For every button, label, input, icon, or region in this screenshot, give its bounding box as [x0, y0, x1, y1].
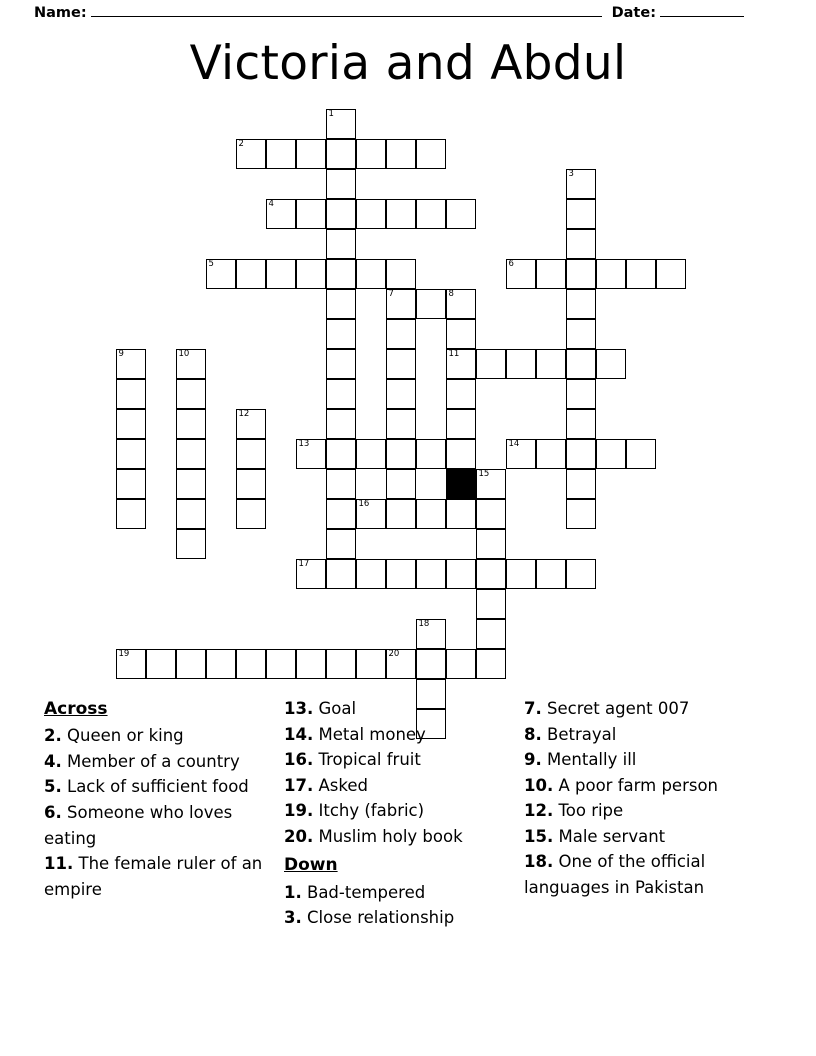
grid-cell[interactable]: [356, 499, 386, 529]
grid-cell[interactable]: [236, 409, 266, 439]
clue-item: [524, 773, 764, 799]
clue-item: [44, 723, 284, 749]
grid-cell[interactable]: [416, 499, 446, 529]
grid-cell[interactable]: [566, 199, 596, 229]
grid-cell[interactable]: [116, 649, 146, 679]
grid-cell[interactable]: [476, 589, 506, 619]
clue-number: 16.: [284, 750, 314, 770]
grid-cell[interactable]: [566, 289, 596, 319]
clue-text: Muslim holy book: [318, 826, 463, 846]
grid-cell[interactable]: [446, 559, 476, 589]
grid-cell[interactable]: [476, 499, 506, 529]
grid-cell[interactable]: [446, 439, 476, 469]
grid-cell-number: 17: [298, 559, 310, 569]
grid-cell[interactable]: [536, 349, 566, 379]
grid-cell[interactable]: [326, 259, 356, 289]
clue-text: Member of a country: [67, 751, 240, 771]
grid-cell[interactable]: [206, 649, 236, 679]
grid-cell[interactable]: [266, 259, 296, 289]
clue-list-3: [284, 880, 524, 931]
grid-cell[interactable]: [326, 439, 356, 469]
clue-item: [44, 774, 284, 800]
grid-cell-number: 6: [508, 259, 514, 269]
grid-cell[interactable]: [176, 469, 206, 499]
grid-cell[interactable]: [236, 499, 266, 529]
grid-cell[interactable]: [416, 559, 446, 589]
grid-cell[interactable]: [536, 559, 566, 589]
grid-cell[interactable]: [416, 619, 446, 649]
clue-text: A poor farm person: [558, 775, 718, 795]
grid-cell[interactable]: [116, 349, 146, 379]
grid-cell[interactable]: [386, 559, 416, 589]
clue-item: [284, 798, 524, 824]
clue-text: Bad-tempered: [307, 882, 426, 902]
grid-cell[interactable]: [326, 409, 356, 439]
grid-cell-blocked: [446, 469, 476, 499]
clue-item: [284, 696, 524, 722]
grid-cell[interactable]: [176, 529, 206, 559]
grid-cell[interactable]: [566, 349, 596, 379]
grid-cell[interactable]: [386, 649, 416, 679]
grid-cell[interactable]: [176, 649, 206, 679]
grid-cell[interactable]: [206, 259, 236, 289]
clue-number: 5.: [44, 777, 62, 797]
grid-cell[interactable]: [386, 139, 416, 169]
grid-cell[interactable]: [386, 409, 416, 439]
clue-number: 10.: [524, 775, 554, 795]
grid-cell[interactable]: [356, 649, 386, 679]
clue-text: Someone who loves eating: [44, 803, 233, 848]
clue-list-1: [44, 723, 284, 902]
grid-cell[interactable]: [146, 649, 176, 679]
clue-number: 4.: [44, 751, 62, 771]
grid-cell[interactable]: [116, 409, 146, 439]
grid-cell[interactable]: [326, 379, 356, 409]
grid-cell[interactable]: [416, 199, 446, 229]
clue-text: Lack of sufficient food: [67, 777, 249, 797]
grid-cell[interactable]: [236, 259, 266, 289]
clue-number: 17.: [284, 775, 314, 795]
clue-item: [524, 747, 764, 773]
grid-cell-number: 12: [238, 409, 250, 419]
grid-cell[interactable]: [506, 259, 536, 289]
grid-cell[interactable]: [296, 139, 326, 169]
clue-text: Betrayal: [547, 724, 617, 744]
grid-cell[interactable]: [296, 439, 326, 469]
grid-cell-number: 15: [478, 469, 490, 479]
grid-cell[interactable]: [446, 289, 476, 319]
grid-cell-number: 18: [418, 619, 430, 629]
clue-text: Asked: [318, 775, 368, 795]
grid-cell[interactable]: [416, 139, 446, 169]
grid-cell[interactable]: [416, 289, 446, 319]
clue-number: 14.: [284, 724, 314, 744]
grid-cell[interactable]: [326, 229, 356, 259]
grid-cell[interactable]: [416, 439, 446, 469]
grid-cell-number: 20: [388, 649, 400, 659]
grid-cell[interactable]: [176, 409, 206, 439]
date-blank-line[interactable]: [660, 4, 744, 17]
crossword-grid[interactable]: [0, 104, 816, 704]
grid-cell-number: 10: [178, 349, 190, 359]
grid-cell[interactable]: [326, 529, 356, 559]
grid-cell[interactable]: [506, 439, 536, 469]
clues-section: [44, 696, 774, 931]
grid-cell[interactable]: [116, 469, 146, 499]
clue-text: Queen or king: [67, 726, 184, 746]
page-title: Victoria and Abdul: [189, 36, 627, 91]
clue-item: [524, 722, 764, 748]
clue-number: 9.: [524, 750, 542, 770]
clue-number: 19.: [284, 801, 314, 821]
grid-cell[interactable]: [266, 649, 296, 679]
grid-cell[interactable]: [386, 199, 416, 229]
date-label: Date:: [611, 5, 656, 21]
grid-cell[interactable]: [566, 169, 596, 199]
clue-number: 3.: [284, 908, 302, 928]
grid-cell[interactable]: [506, 559, 536, 589]
grid-cell[interactable]: [326, 649, 356, 679]
grid-cell[interactable]: [536, 439, 566, 469]
grid-cell[interactable]: [596, 259, 626, 289]
clue-item: [284, 747, 524, 773]
grid-cell[interactable]: [566, 499, 596, 529]
grid-cell[interactable]: [296, 199, 326, 229]
grid-cell[interactable]: [116, 439, 146, 469]
clue-list-4: [524, 696, 764, 901]
grid-cell-number: 4: [268, 199, 274, 209]
grid-cell-number: 16: [358, 499, 370, 509]
grid-cell[interactable]: [236, 439, 266, 469]
grid-cell[interactable]: [176, 349, 206, 379]
clue-item: [44, 749, 284, 775]
clue-number: 7.: [524, 699, 542, 718]
grid-cell[interactable]: [446, 499, 476, 529]
grid-cell[interactable]: [326, 109, 356, 139]
grid-cell[interactable]: [386, 289, 416, 319]
grid-cell-number: 11: [448, 349, 460, 359]
grid-cell[interactable]: [386, 259, 416, 289]
clue-item: [44, 851, 284, 902]
clue-item: [524, 849, 764, 900]
grid-cell[interactable]: [566, 559, 596, 589]
grid-cell[interactable]: [446, 349, 476, 379]
clue-text: Male servant: [558, 826, 666, 846]
name-date-row: [34, 4, 744, 21]
clue-item: [524, 696, 764, 722]
grid-cell[interactable]: [326, 559, 356, 589]
clue-text: Mentally ill: [547, 750, 637, 770]
grid-cell[interactable]: [296, 559, 326, 589]
clue-text: Too ripe: [558, 801, 624, 821]
name-label: Name:: [34, 5, 87, 21]
clues-column-3: [524, 696, 764, 931]
grid-cell[interactable]: [566, 379, 596, 409]
clue-item: [284, 880, 524, 906]
grid-cell[interactable]: [236, 139, 266, 169]
clue-number: 6.: [44, 803, 62, 823]
grid-cell[interactable]: [356, 439, 386, 469]
grid-cell[interactable]: [386, 499, 416, 529]
clue-number: 13.: [284, 699, 314, 718]
grid-cell[interactable]: [476, 529, 506, 559]
grid-cell[interactable]: [356, 199, 386, 229]
grid-cell[interactable]: [386, 319, 416, 349]
clue-number: 1.: [284, 882, 302, 902]
grid-cell[interactable]: [476, 649, 506, 679]
clue-list-2: [284, 696, 524, 849]
grid-cell[interactable]: [446, 199, 476, 229]
grid-cell[interactable]: [506, 349, 536, 379]
clue-text: Close relationship: [307, 908, 455, 928]
clue-number: 2.: [44, 726, 62, 746]
grid-cell[interactable]: [596, 349, 626, 379]
grid-cell[interactable]: [176, 499, 206, 529]
grid-cell-number: 5: [208, 259, 214, 269]
grid-cell[interactable]: [386, 349, 416, 379]
grid-cell[interactable]: [446, 649, 476, 679]
grid-cell[interactable]: [326, 289, 356, 319]
clue-number: 18.: [524, 852, 554, 872]
grid-cell[interactable]: [326, 319, 356, 349]
clue-text: Tropical fruit: [318, 750, 421, 770]
clue-number: 11.: [44, 854, 74, 874]
clue-number: 12.: [524, 801, 554, 821]
grid-cell[interactable]: [236, 469, 266, 499]
clue-item: [44, 800, 284, 851]
clue-number: 20.: [284, 826, 314, 846]
grid-cell[interactable]: [326, 469, 356, 499]
grid-cell[interactable]: [626, 259, 656, 289]
clue-text: Metal money: [318, 724, 426, 744]
grid-cell[interactable]: [386, 439, 416, 469]
clue-item: [284, 905, 524, 931]
grid-cell[interactable]: [296, 649, 326, 679]
grid-cell[interactable]: [116, 499, 146, 529]
across-heading: Across: [44, 699, 108, 719]
grid-cell[interactable]: [536, 259, 566, 289]
grid-cell[interactable]: [416, 649, 446, 679]
grid-cell[interactable]: [626, 439, 656, 469]
clue-item: [524, 824, 764, 850]
clue-number: 8.: [524, 724, 542, 744]
clue-item: [284, 722, 524, 748]
grid-cell-number: 2: [238, 139, 244, 149]
grid-cell[interactable]: [446, 409, 476, 439]
clue-text: Itchy (fabric): [318, 801, 425, 821]
clue-item: [284, 824, 524, 850]
grid-cell[interactable]: [326, 199, 356, 229]
grid-cell-number: 3: [568, 169, 574, 179]
grid-cell[interactable]: [566, 439, 596, 469]
grid-cell-number: 9: [118, 349, 124, 359]
grid-cell[interactable]: [566, 409, 596, 439]
grid-cell[interactable]: [566, 259, 596, 289]
grid-cell[interactable]: [176, 439, 206, 469]
grid-cell[interactable]: [356, 139, 386, 169]
grid-cell[interactable]: [386, 379, 416, 409]
grid-cell[interactable]: [116, 379, 146, 409]
clue-text: Goal: [318, 699, 357, 718]
grid-cell-number: 19: [118, 649, 130, 659]
grid-cell-number: 1: [328, 109, 334, 119]
grid-cell-number: 13: [298, 439, 310, 449]
grid-cell[interactable]: [566, 229, 596, 259]
clues-column-2: [284, 696, 524, 931]
grid-cell[interactable]: [236, 649, 266, 679]
grid-cell[interactable]: [326, 139, 356, 169]
grid-cell[interactable]: [656, 259, 686, 289]
grid-cell[interactable]: [296, 259, 326, 289]
grid-cell[interactable]: [446, 319, 476, 349]
grid-cell-number: 8: [448, 289, 454, 299]
clue-text: One of the official languages in Pakistan: [524, 852, 706, 897]
clues-column-1: [44, 696, 284, 931]
grid-cell[interactable]: [356, 259, 386, 289]
grid-cell[interactable]: [326, 349, 356, 379]
grid-cell[interactable]: [566, 469, 596, 499]
clue-item: [524, 798, 764, 824]
grid-cell[interactable]: [386, 469, 416, 499]
grid-cell[interactable]: [476, 559, 506, 589]
grid-cell[interactable]: [266, 139, 296, 169]
clue-number: 15.: [524, 826, 554, 846]
down-heading: Down: [284, 855, 338, 876]
grid-cell[interactable]: [476, 619, 506, 649]
grid-cell[interactable]: [476, 469, 506, 499]
clue-item: [284, 773, 524, 799]
grid-cell-number: 7: [388, 289, 394, 299]
grid-cell[interactable]: [596, 439, 626, 469]
grid-cell[interactable]: [176, 379, 206, 409]
name-blank-line[interactable]: [91, 4, 602, 17]
clue-text: The female ruler of an empire: [44, 854, 263, 899]
grid-cell[interactable]: [356, 559, 386, 589]
grid-cell[interactable]: [326, 169, 356, 199]
grid-cell[interactable]: [446, 379, 476, 409]
grid-cell[interactable]: [566, 319, 596, 349]
grid-cell-number: 14: [508, 439, 520, 449]
grid-cell[interactable]: [326, 499, 356, 529]
clue-text: Secret agent 007: [547, 699, 690, 718]
grid-cell[interactable]: [476, 349, 506, 379]
grid-cell[interactable]: [266, 199, 296, 229]
